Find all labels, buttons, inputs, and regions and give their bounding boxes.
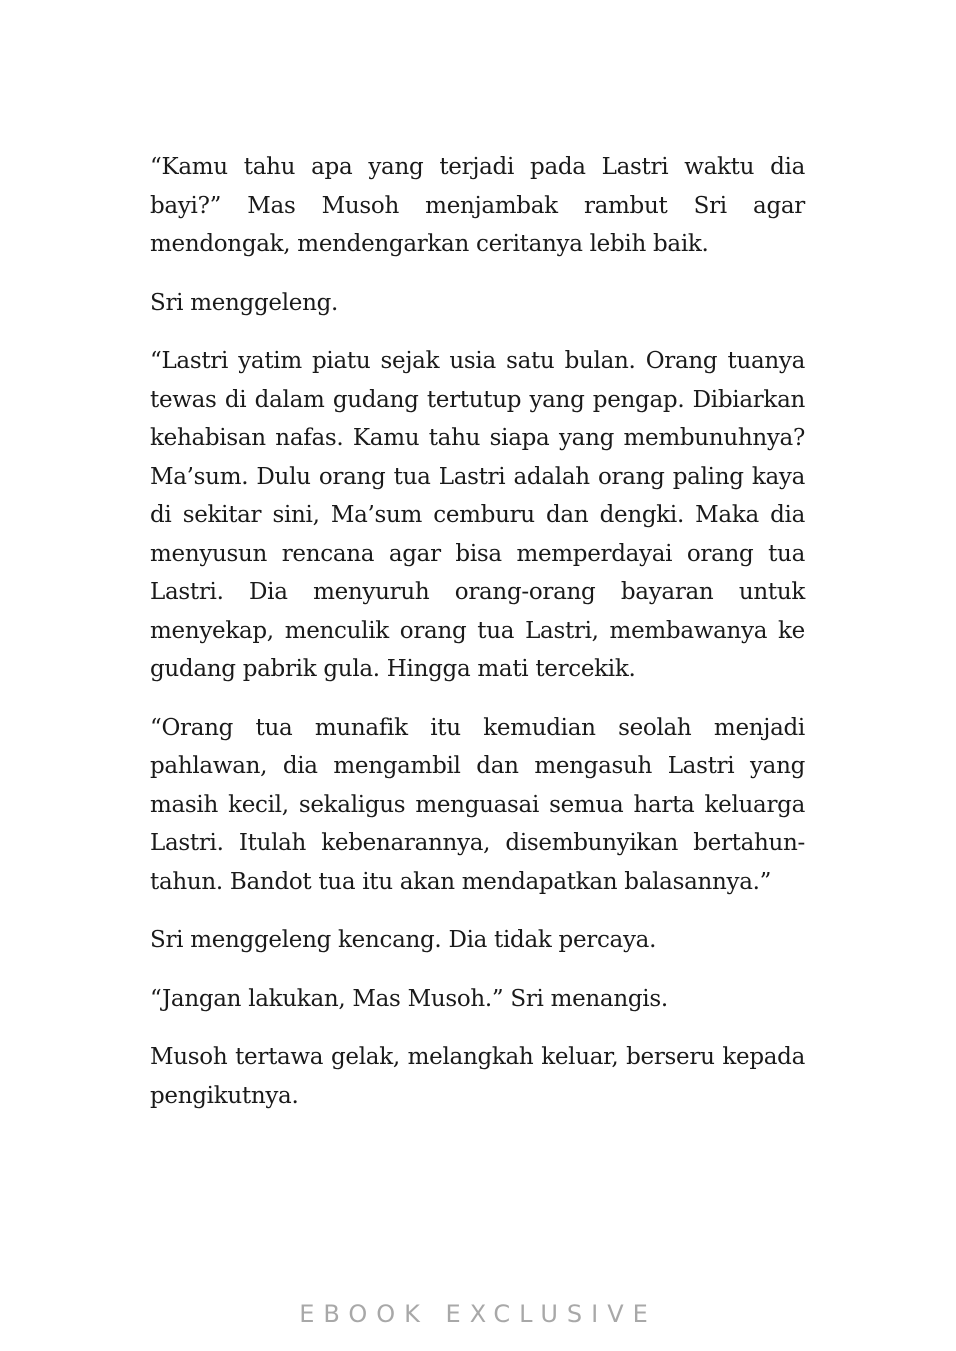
- paragraph-4: “Orang tua munafik itu kemudian seolah menjadi pahlawan, dia mengambil dan mengasuh Lastri yang masih kecil, sekaligus menguasai semua harta keluarga Lastri. Itulah kebenarannya, disembunyikan bertahun-tahun. Bandot tua itu akan mendapatkan balasannya.”: [150, 714, 805, 895]
- paragraph-5: Sri menggeleng kencang. Dia tidak percaya.: [150, 927, 657, 953]
- footer-label: EBOOK EXCLUSIVE: [299, 1300, 657, 1328]
- paragraph-1: “Kamu tahu apa yang terjadi pada Lastri waktu dia bayi?” Mas Musoh menjambak rambut Sri agar mendongak, mendengarkan ceritanya lebih baik.: [150, 154, 805, 257]
- paragraph-2: Sri menggeleng.: [150, 289, 339, 316]
- paragraph-6: “Jangan lakukan, Mas Musoh.” Sri menangis.: [150, 985, 668, 1012]
- paragraph-3: “Lastri yatim piatu sejak usia satu bulan. Orang tuanya tewas di dalam gudang tertutup yang pengap. Dibiarkan kehabisan nafas. Kamu tahu siapa yang membunuhnya? Ma’sum. Dulu orang tua Lastri adalah orang paling kaya di sekitar sini, Ma’sum cemburu dan dengki. Maka dia menyusun rencana agar bisa memperdayai orang tua Lastri. Dia menyuruh orang-orang bayaran untuk menyekap, menculik orang tua Lastri, membawanya ke gudang pabrik gula. Hingga mati tercekik.: [150, 348, 805, 682]
- page-body: [150, 148, 805, 1135]
- paragraph-7: Musoh tertawa gelak, melangkah keluar, berseru kepada pengikutnya.: [150, 1044, 805, 1109]
